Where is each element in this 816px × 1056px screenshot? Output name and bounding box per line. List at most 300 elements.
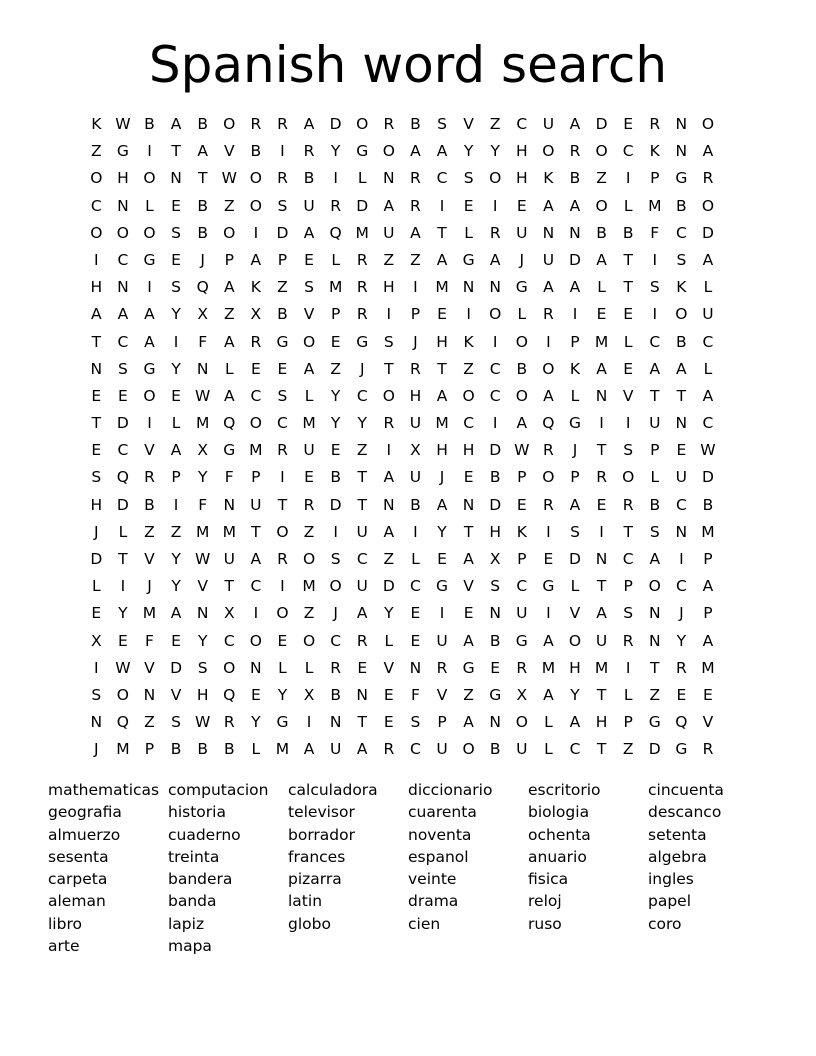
grid-letter[interactable]: I	[492, 196, 498, 215]
grid-letter[interactable]: L	[650, 468, 660, 487]
grid-letter[interactable]: O	[568, 631, 582, 650]
grid-letter[interactable]: U	[303, 441, 315, 460]
grid-letter[interactable]: K	[543, 169, 554, 188]
grid-letter[interactable]: T	[91, 414, 102, 433]
grid-letter[interactable]: O	[462, 386, 475, 405]
grid-letter[interactable]: R	[277, 441, 288, 460]
grid-letter[interactable]: A	[303, 740, 315, 759]
grid-letter[interactable]: R	[410, 169, 421, 188]
grid-letter[interactable]: S	[437, 115, 447, 133]
grid-letter[interactable]: E	[91, 386, 102, 405]
grid-letter[interactable]: S	[304, 278, 314, 297]
grid-letter[interactable]: E	[516, 196, 527, 215]
grid-letter[interactable]: S	[171, 223, 181, 242]
grid-letter[interactable]: V	[303, 305, 315, 324]
grid-letter[interactable]: R	[543, 441, 554, 460]
grid-letter[interactable]: O	[382, 142, 395, 161]
grid-letter[interactable]: T	[676, 386, 687, 405]
grid-letter[interactable]: C	[622, 550, 634, 568]
grid-letter[interactable]: J	[413, 332, 418, 351]
grid-letter[interactable]: N	[117, 196, 129, 215]
grid-letter[interactable]: I	[439, 196, 445, 215]
grid-letter[interactable]: L	[384, 631, 394, 650]
grid-letter[interactable]: T	[91, 332, 102, 351]
grid-letter[interactable]: X	[90, 631, 102, 650]
grid-letter[interactable]: B	[197, 196, 208, 215]
grid-letter[interactable]: E	[250, 359, 261, 378]
grid-letter[interactable]: T	[171, 142, 181, 161]
grid-letter[interactable]: B	[489, 468, 501, 487]
grid-letter[interactable]: H	[489, 522, 502, 541]
grid-letter[interactable]: Z	[463, 685, 474, 704]
grid-letter[interactable]: A	[489, 250, 501, 269]
grid-letter[interactable]: O	[675, 305, 688, 324]
grid-letter[interactable]: V	[144, 658, 155, 677]
grid-letter[interactable]: B	[596, 223, 607, 242]
grid-letter[interactable]: B	[410, 115, 421, 133]
grid-letter[interactable]: F	[198, 332, 208, 351]
grid-letter[interactable]: L	[304, 658, 314, 677]
grid-letter[interactable]: E	[596, 305, 607, 324]
grid-letter[interactable]: M	[648, 196, 662, 215]
grid-letter[interactable]: A	[702, 142, 714, 161]
grid-letter[interactable]: T	[224, 577, 234, 596]
grid-letter[interactable]: Z	[170, 522, 182, 541]
grid-letter[interactable]: L	[703, 278, 713, 297]
grid-letter[interactable]: W	[195, 713, 211, 732]
grid-letter[interactable]: L	[331, 250, 340, 269]
grid-letter[interactable]: A	[223, 332, 235, 351]
grid-letter[interactable]: C	[356, 550, 368, 568]
grid-letter[interactable]: D	[356, 196, 369, 215]
grid-letter[interactable]: N	[383, 495, 395, 514]
grid-letter[interactable]: S	[570, 522, 580, 541]
grid-letter[interactable]: V	[223, 142, 235, 161]
grid-letter[interactable]: E	[277, 631, 288, 650]
grid-letter[interactable]: C	[649, 332, 661, 351]
grid-letter[interactable]: U	[595, 631, 608, 650]
grid-letter[interactable]: L	[411, 550, 420, 568]
grid-letter[interactable]: O	[223, 658, 236, 677]
grid-letter[interactable]: A	[649, 359, 661, 378]
grid-letter[interactable]: Y	[118, 604, 128, 623]
grid-letter[interactable]: D	[595, 115, 608, 133]
grid-letter[interactable]: O	[595, 196, 608, 215]
grid-letter[interactable]: C	[410, 577, 421, 596]
grid-letter[interactable]: R	[383, 414, 395, 433]
grid-letter[interactable]: A	[543, 386, 554, 405]
grid-letter[interactable]: A	[223, 386, 235, 405]
grid-letter[interactable]: U	[356, 577, 368, 596]
grid-letter[interactable]: S	[490, 577, 501, 596]
grid-letter[interactable]: P	[703, 604, 713, 623]
grid-letter[interactable]: G	[515, 631, 528, 650]
grid-letter[interactable]: G	[356, 332, 369, 351]
grid-letter[interactable]: S	[277, 386, 288, 405]
grid-letter[interactable]: S	[91, 685, 102, 704]
grid-letter[interactable]: C	[489, 359, 501, 378]
grid-letter[interactable]: C	[90, 196, 102, 215]
grid-letter[interactable]: E	[171, 196, 181, 215]
grid-letter[interactable]: W	[115, 658, 131, 677]
grid-letter[interactable]: N	[675, 522, 688, 541]
grid-letter[interactable]: C	[702, 414, 714, 433]
grid-letter[interactable]: R	[516, 658, 528, 677]
grid-letter[interactable]: U	[516, 604, 528, 623]
grid-letter[interactable]: F	[198, 495, 208, 514]
grid-letter[interactable]: T	[650, 386, 660, 405]
grid-letter[interactable]: E	[410, 631, 421, 650]
grid-letter[interactable]: R	[356, 631, 368, 650]
grid-letter[interactable]: D	[489, 495, 502, 514]
grid-letter[interactable]: T	[463, 522, 474, 541]
grid-letter[interactable]: H	[117, 169, 129, 188]
grid-letter[interactable]: R	[303, 495, 315, 514]
grid-letter[interactable]: I	[546, 604, 551, 623]
grid-letter[interactable]: P	[517, 468, 527, 487]
grid-letter[interactable]: R	[356, 250, 368, 269]
grid-letter[interactable]: L	[623, 196, 633, 215]
grid-letter[interactable]: L	[118, 522, 128, 541]
grid-letter[interactable]: E	[304, 250, 314, 269]
grid-letter[interactable]: X	[489, 550, 501, 568]
grid-letter[interactable]: R	[702, 169, 714, 188]
grid-letter[interactable]: O	[648, 577, 661, 596]
grid-letter[interactable]: V	[463, 577, 474, 596]
grid-letter[interactable]: J	[333, 604, 338, 623]
grid-letter[interactable]: N	[648, 631, 661, 650]
grid-letter[interactable]: U	[702, 305, 714, 324]
grid-letter[interactable]: A	[463, 713, 474, 732]
grid-letter[interactable]: C	[277, 414, 288, 433]
grid-letter[interactable]: D	[701, 468, 714, 487]
grid-letter[interactable]: O	[249, 196, 262, 215]
grid-letter[interactable]: I	[652, 250, 658, 269]
grid-letter[interactable]: G	[223, 441, 236, 460]
grid-letter[interactable]: B	[676, 196, 687, 215]
grid-letter[interactable]: Q	[542, 414, 555, 433]
grid-letter[interactable]: E	[463, 604, 474, 623]
grid-letter[interactable]: Z	[303, 604, 315, 623]
grid-letter[interactable]: Y	[330, 386, 341, 405]
grid-letter[interactable]: Z	[463, 359, 474, 378]
grid-letter[interactable]: O	[329, 577, 342, 596]
grid-letter[interactable]: U	[542, 250, 555, 269]
grid-letter[interactable]: G	[116, 142, 129, 161]
grid-letter[interactable]: V	[197, 577, 208, 596]
grid-letter[interactable]: M	[355, 223, 369, 242]
grid-letter[interactable]: R	[543, 495, 554, 514]
grid-letter[interactable]: I	[492, 332, 498, 351]
grid-letter[interactable]: N	[223, 495, 236, 514]
grid-letter[interactable]: N	[595, 386, 608, 405]
grid-letter[interactable]: I	[546, 522, 551, 541]
grid-letter[interactable]: P	[144, 740, 155, 759]
grid-letter[interactable]: N	[196, 604, 209, 623]
grid-letter[interactable]: J	[200, 250, 205, 269]
grid-letter[interactable]: J	[359, 359, 365, 378]
grid-letter[interactable]: L	[224, 359, 234, 378]
grid-letter[interactable]: T	[357, 468, 367, 487]
grid-letter[interactable]: I	[333, 169, 338, 188]
grid-letter[interactable]: N	[489, 604, 501, 623]
grid-letter[interactable]: P	[703, 550, 713, 568]
grid-letter[interactable]: U	[383, 223, 395, 242]
grid-letter[interactable]: Y	[570, 685, 580, 704]
grid-letter[interactable]: V	[622, 386, 634, 405]
grid-letter[interactable]: A	[596, 604, 607, 623]
grid-letter[interactable]: A	[410, 223, 421, 242]
grid-letter[interactable]: H	[462, 441, 475, 460]
grid-letter[interactable]: A	[383, 468, 395, 487]
grid-letter[interactable]: E	[410, 604, 421, 623]
grid-letter[interactable]: G	[675, 169, 688, 188]
grid-letter[interactable]: G	[276, 332, 289, 351]
grid-letter[interactable]: L	[570, 386, 580, 405]
grid-letter[interactable]: N	[462, 495, 475, 514]
grid-letter[interactable]: Y	[171, 305, 181, 324]
grid-letter[interactable]: B	[676, 332, 687, 351]
grid-letter[interactable]: A	[543, 685, 554, 704]
grid-letter[interactable]: G	[462, 250, 475, 269]
grid-letter[interactable]: P	[251, 468, 261, 487]
grid-letter[interactable]: E	[463, 196, 474, 215]
grid-letter[interactable]: M	[302, 414, 316, 433]
grid-letter[interactable]: E	[171, 386, 181, 405]
grid-letter[interactable]: E	[437, 550, 447, 568]
grid-letter[interactable]: S	[410, 713, 421, 732]
grid-letter[interactable]: D	[116, 414, 129, 433]
grid-letter[interactable]: J	[519, 250, 525, 269]
grid-letter[interactable]: T	[118, 550, 128, 568]
grid-letter[interactable]: E	[171, 250, 181, 269]
grid-letter[interactable]: N	[143, 685, 156, 704]
grid-letter[interactable]: O	[90, 169, 103, 188]
grid-letter[interactable]: E	[703, 685, 713, 704]
grid-letter[interactable]: O	[622, 468, 635, 487]
grid-letter[interactable]: Z	[383, 550, 395, 568]
grid-letter[interactable]: Y	[171, 577, 181, 596]
grid-letter[interactable]: O	[356, 115, 369, 133]
grid-letter[interactable]: N	[569, 223, 581, 242]
grid-letter[interactable]: N	[675, 142, 688, 161]
grid-letter[interactable]: A	[383, 522, 395, 541]
grid-letter[interactable]: N	[409, 658, 422, 677]
grid-letter[interactable]: P	[277, 250, 288, 269]
grid-letter[interactable]: E	[596, 495, 607, 514]
grid-letter[interactable]: N	[595, 550, 608, 568]
grid-letter[interactable]: C	[675, 223, 687, 242]
grid-letter[interactable]: U	[250, 495, 262, 514]
grid-letter[interactable]: E	[171, 631, 181, 650]
grid-letter[interactable]: O	[249, 631, 262, 650]
grid-letter[interactable]: Z	[649, 685, 661, 704]
grid-letter[interactable]: P	[570, 332, 580, 351]
grid-letter[interactable]: L	[597, 278, 606, 297]
grid-letter[interactable]: Z	[223, 196, 235, 215]
grid-letter[interactable]: G	[648, 713, 661, 732]
grid-letter[interactable]: S	[623, 604, 634, 623]
grid-letter[interactable]: C	[250, 577, 262, 596]
grid-letter[interactable]: Y	[171, 359, 181, 378]
grid-letter[interactable]: Z	[356, 441, 368, 460]
grid-letter[interactable]: A	[303, 359, 315, 378]
grid-letter[interactable]: O	[489, 305, 502, 324]
grid-letter[interactable]: H	[569, 658, 581, 677]
grid-letter[interactable]: F	[145, 631, 154, 650]
grid-letter[interactable]: C	[117, 250, 129, 269]
grid-letter[interactable]: D	[90, 550, 103, 568]
grid-letter[interactable]: M	[195, 522, 210, 541]
grid-letter[interactable]: I	[173, 495, 179, 514]
grid-letter[interactable]: D	[329, 495, 342, 514]
grid-letter[interactable]: E	[250, 685, 261, 704]
grid-letter[interactable]: V	[463, 115, 474, 133]
grid-letter[interactable]: R	[330, 196, 342, 215]
grid-letter[interactable]: G	[356, 142, 369, 161]
grid-letter[interactable]: T	[197, 169, 208, 188]
grid-letter[interactable]: A	[649, 550, 661, 568]
grid-letter[interactable]: P	[517, 550, 527, 568]
grid-letter[interactable]: E	[516, 495, 527, 514]
grid-letter[interactable]: J	[439, 468, 445, 487]
grid-letter[interactable]: A	[569, 115, 581, 133]
grid-letter[interactable]: B	[303, 169, 315, 188]
grid-letter[interactable]: V	[702, 713, 714, 732]
grid-letter[interactable]: C	[223, 631, 235, 650]
grid-letter[interactable]: B	[410, 495, 421, 514]
grid-letter[interactable]: R	[330, 658, 342, 677]
grid-letter[interactable]: O	[302, 332, 316, 351]
grid-letter[interactable]: I	[94, 250, 99, 269]
grid-letter[interactable]: G	[143, 359, 156, 378]
grid-letter[interactable]: S	[91, 468, 102, 487]
grid-letter[interactable]: C	[675, 577, 687, 596]
grid-letter[interactable]: R	[277, 550, 288, 568]
grid-letter[interactable]: A	[702, 250, 714, 269]
grid-letter[interactable]: I	[147, 278, 152, 297]
grid-letter[interactable]: G	[143, 250, 156, 269]
grid-letter[interactable]: I	[466, 305, 471, 324]
grid-letter[interactable]: L	[623, 332, 633, 351]
grid-letter[interactable]: N	[90, 713, 103, 732]
grid-letter[interactable]: T	[357, 495, 367, 514]
grid-letter[interactable]: M	[249, 441, 263, 460]
grid-letter[interactable]: I	[386, 305, 392, 324]
grid-letter[interactable]: N	[196, 359, 209, 378]
grid-letter[interactable]: A	[569, 713, 581, 732]
grid-letter[interactable]: Y	[463, 142, 474, 161]
grid-letter[interactable]: R	[569, 142, 581, 161]
grid-letter[interactable]: Y	[197, 468, 208, 487]
grid-letter[interactable]: O	[302, 631, 316, 650]
grid-letter[interactable]: X	[223, 604, 235, 623]
grid-letter[interactable]: N	[675, 414, 688, 433]
grid-letter[interactable]: N	[383, 169, 395, 188]
grid-letter[interactable]: E	[383, 713, 394, 732]
grid-letter[interactable]: E	[490, 658, 501, 677]
grid-letter[interactable]: I	[386, 441, 392, 460]
grid-letter[interactable]: Y	[251, 713, 261, 732]
grid-letter[interactable]: A	[463, 550, 474, 568]
grid-letter[interactable]: E	[304, 468, 314, 487]
grid-letter[interactable]: R	[277, 115, 288, 133]
grid-letter[interactable]: Q	[223, 685, 236, 704]
grid-letter[interactable]: N	[462, 278, 475, 297]
grid-letter[interactable]: I	[492, 414, 498, 433]
grid-letter[interactable]: O	[143, 223, 156, 242]
grid-letter[interactable]: N	[90, 359, 103, 378]
grid-letter[interactable]: A	[383, 196, 395, 215]
grid-letter[interactable]: G	[515, 278, 528, 297]
grid-letter[interactable]: T	[437, 223, 447, 242]
grid-letter[interactable]: D	[382, 577, 395, 596]
grid-letter[interactable]: S	[117, 359, 128, 378]
grid-letter[interactable]: H	[196, 685, 209, 704]
grid-letter[interactable]: R	[649, 115, 661, 133]
grid-letter[interactable]: M	[222, 522, 236, 541]
grid-letter[interactable]: Q	[329, 223, 342, 242]
grid-letter[interactable]: T	[251, 522, 261, 541]
grid-letter[interactable]: P	[224, 250, 234, 269]
grid-letter[interactable]: O	[249, 414, 262, 433]
grid-letter[interactable]: A	[170, 604, 182, 623]
grid-letter[interactable]: O	[542, 468, 555, 487]
grid-letter[interactable]: O	[595, 142, 608, 161]
grid-letter[interactable]: A	[170, 441, 182, 460]
grid-letter[interactable]: A	[144, 332, 155, 351]
grid-letter[interactable]: O	[116, 223, 129, 242]
grid-letter[interactable]: O	[515, 713, 528, 732]
grid-letter[interactable]: I	[439, 604, 445, 623]
grid-letter[interactable]: Y	[676, 631, 687, 650]
grid-letter[interactable]: G	[675, 740, 688, 759]
grid-letter[interactable]: Z	[330, 359, 341, 378]
grid-letter[interactable]: A	[117, 305, 129, 324]
grid-letter[interactable]: L	[251, 740, 261, 759]
grid-letter[interactable]: G	[489, 685, 502, 704]
grid-letter[interactable]: C	[516, 577, 528, 596]
grid-letter[interactable]: N	[329, 713, 342, 732]
grid-letter[interactable]: A	[250, 550, 262, 568]
grid-letter[interactable]: R	[436, 658, 448, 677]
grid-letter[interactable]: O	[701, 115, 715, 133]
grid-letter[interactable]: O	[382, 386, 395, 405]
grid-letter[interactable]: C	[622, 142, 634, 161]
grid-letter[interactable]: D	[569, 250, 581, 269]
grid-letter[interactable]: A	[569, 278, 581, 297]
grid-letter[interactable]: B	[144, 115, 155, 133]
grid-letter[interactable]: N	[356, 685, 369, 704]
grid-letter[interactable]: A	[463, 631, 474, 650]
grid-letter[interactable]: S	[463, 169, 474, 188]
grid-letter[interactable]: W	[195, 386, 211, 405]
grid-letter[interactable]: M	[435, 414, 449, 433]
grid-letter[interactable]: U	[303, 196, 315, 215]
grid-letter[interactable]: A	[436, 250, 448, 269]
grid-letter[interactable]: E	[676, 441, 687, 460]
grid-letter[interactable]: R	[410, 359, 421, 378]
grid-letter[interactable]: U	[516, 223, 528, 242]
grid-letter[interactable]: N	[117, 278, 129, 297]
grid-letter[interactable]: W	[195, 550, 211, 568]
grid-letter[interactable]: A	[170, 115, 182, 133]
grid-letter[interactable]: I	[599, 414, 604, 433]
grid-letter[interactable]: E	[383, 685, 394, 704]
grid-letter[interactable]: V	[569, 604, 581, 623]
grid-letter[interactable]: O	[223, 115, 236, 133]
grid-letter[interactable]: U	[436, 631, 448, 650]
